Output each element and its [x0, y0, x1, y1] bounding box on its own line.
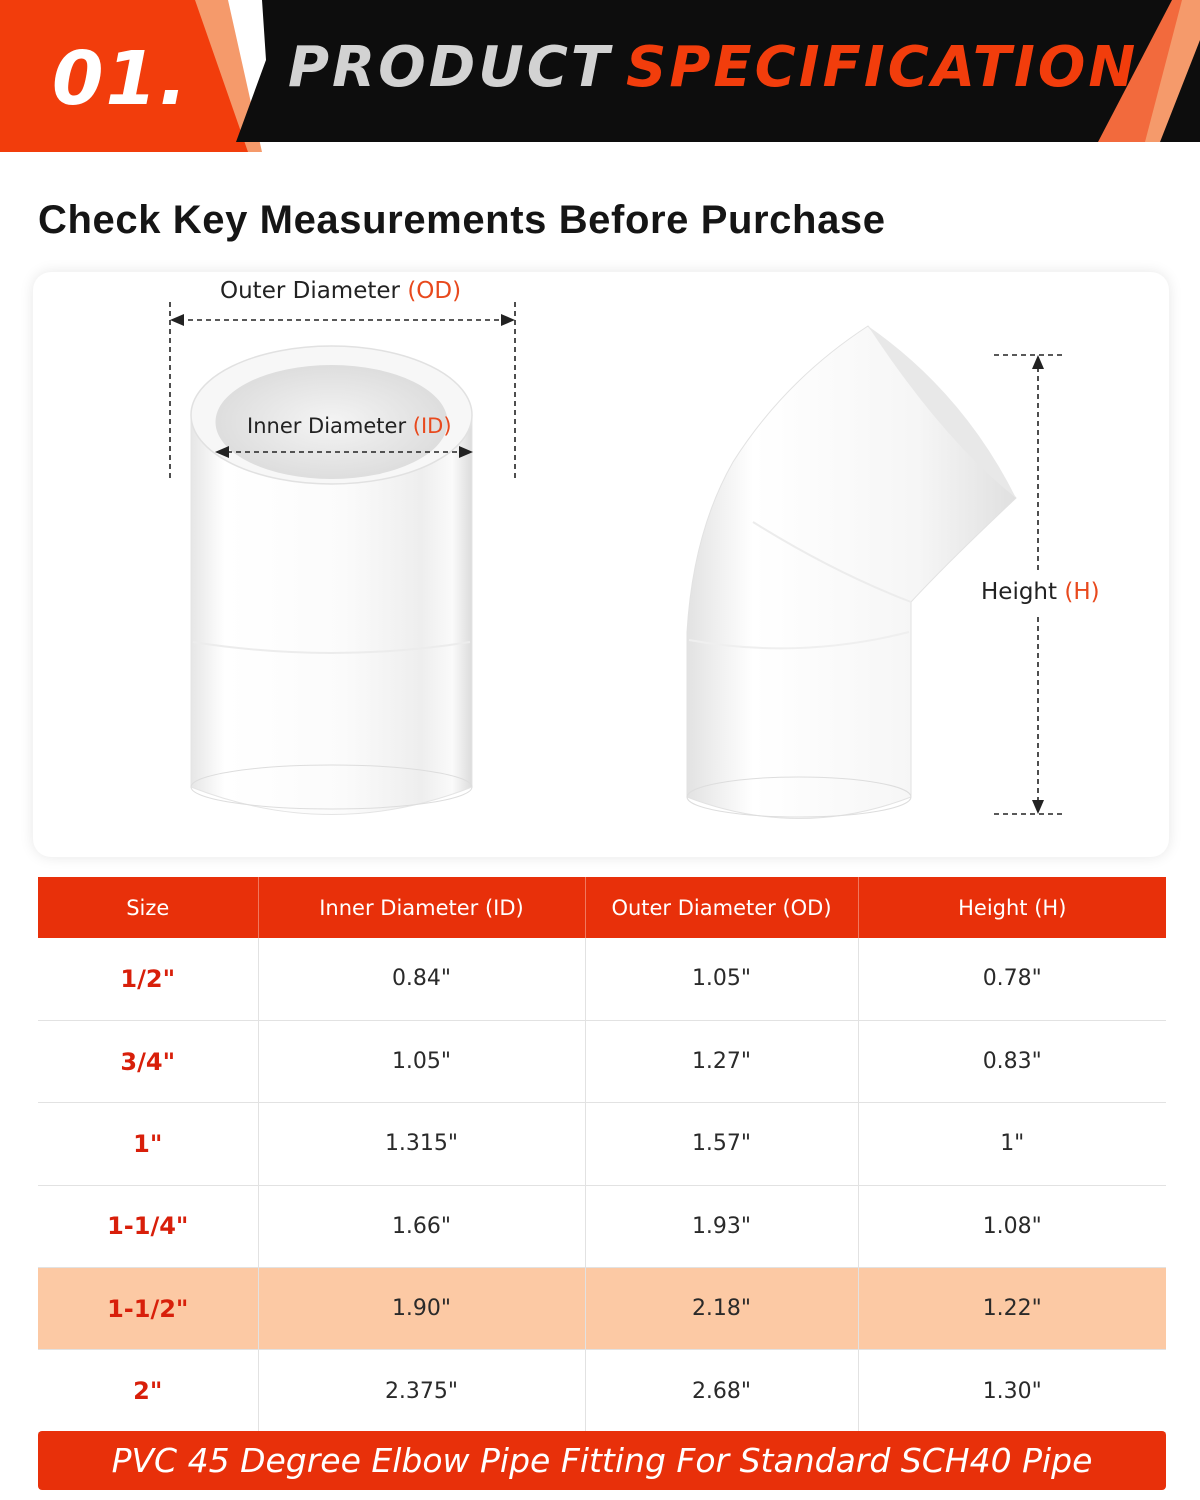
elbow-fitting-icon — [687, 326, 1016, 819]
outer-diameter-abbr: (OD) — [407, 278, 462, 304]
inner-diameter-label — [247, 414, 452, 438]
size-cell: 1-1/2" — [38, 1268, 258, 1350]
header-height: Height (H) — [858, 877, 1166, 938]
inner-diameter-cell: 1.90" — [258, 1268, 585, 1350]
footer-banner: PVC 45 Degree Elbow Pipe Fitting For Standard SCH40 Pipe — [38, 1431, 1166, 1490]
header-inner-diameter: Inner Diameter (ID) — [258, 877, 585, 938]
outer-diameter-cell: 1.27" — [585, 1020, 858, 1102]
inner-diameter-text: Inner Diameter — [247, 414, 407, 438]
header-banner — [0, 0, 1200, 152]
outer-diameter-cell: 1.93" — [585, 1185, 858, 1267]
inner-diameter-cell: 1.315" — [258, 1103, 585, 1185]
banner-title-word-1: PRODUCT — [288, 35, 613, 100]
section-number: 01. — [52, 36, 190, 122]
header-outer-diameter: Outer Diameter (OD) — [585, 877, 858, 938]
outer-diameter-text: Outer Diameter — [220, 278, 400, 304]
outer-diameter-label — [220, 278, 461, 304]
height-cell: 1.22" — [858, 1268, 1166, 1350]
header-size: Size — [38, 877, 258, 938]
outer-diameter-cell: 2.18" — [585, 1268, 858, 1350]
inner-diameter-abbr: (ID) — [412, 414, 452, 438]
inner-diameter-cell: 1.05" — [258, 1020, 585, 1102]
size-cell: 1" — [38, 1103, 258, 1185]
outer-diameter-cell: 2.68" — [585, 1350, 858, 1432]
outer-diameter-cell: 1.05" — [585, 938, 858, 1020]
height-label — [979, 579, 1102, 605]
inner-diameter-cell: 2.375" — [258, 1350, 585, 1432]
size-cell: 1/2" — [38, 938, 258, 1020]
table-row — [38, 1350, 1166, 1432]
height-cell: 1" — [858, 1103, 1166, 1185]
diagram-illustration — [33, 272, 1169, 857]
height-cell: 0.83" — [858, 1020, 1166, 1102]
banner-title-word-2: SPECIFICATION — [626, 35, 1139, 100]
inner-diameter-cell: 1.66" — [258, 1185, 585, 1267]
measurement-diagram — [33, 272, 1169, 857]
specification-table — [38, 877, 1166, 1433]
height-cell: 1.30" — [858, 1350, 1166, 1432]
height-cell: 1.08" — [858, 1185, 1166, 1267]
size-cell: 2" — [38, 1350, 258, 1432]
outer-diameter-cell: 1.57" — [585, 1103, 858, 1185]
table-header-row — [38, 877, 1166, 938]
inner-diameter-cell: 0.84" — [258, 938, 585, 1020]
table-row-highlighted — [38, 1268, 1166, 1350]
table-row — [38, 1185, 1166, 1267]
section-heading: Check Key Measurements Before Purchase — [38, 198, 886, 242]
size-cell: 1-1/4" — [38, 1185, 258, 1267]
table-row — [38, 1020, 1166, 1102]
height-abbr: (H) — [1064, 579, 1100, 605]
size-cell: 3/4" — [38, 1020, 258, 1102]
table-row — [38, 1103, 1166, 1185]
height-cell: 0.78" — [858, 938, 1166, 1020]
height-text: Height — [981, 579, 1058, 605]
table-row — [38, 938, 1166, 1020]
banner-title — [288, 28, 1138, 108]
